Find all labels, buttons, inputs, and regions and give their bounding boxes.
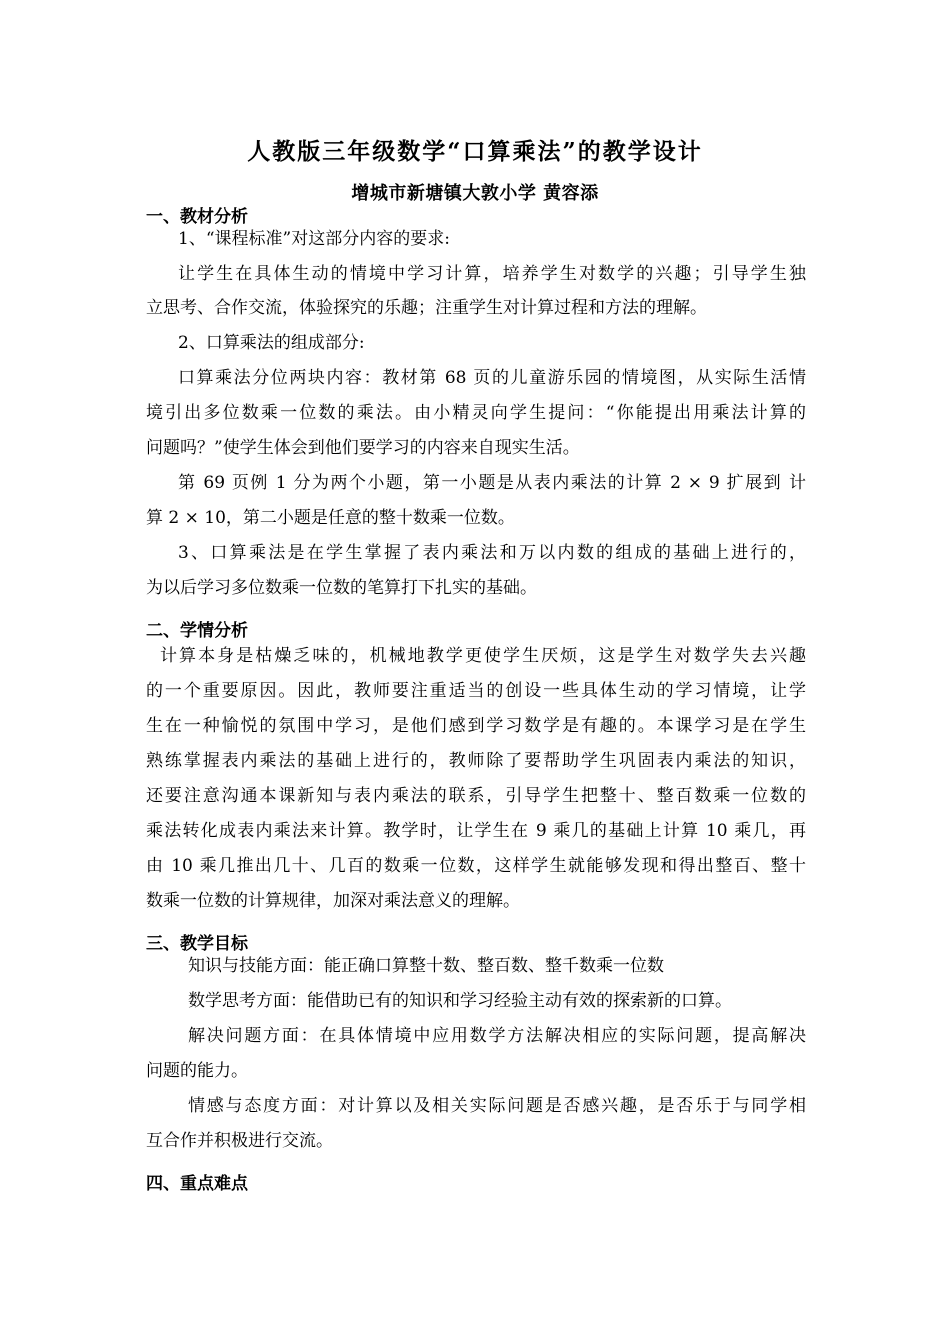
paragraph-line: 立思考、合作交流，体验探究的乐趣；注重学生对计算过程和方法的理解。	[146, 298, 707, 318]
paragraph-line: 口算乘法分位两块内容：教材第 68 页的儿童游乐园的情境图，从实际生活情	[178, 368, 806, 388]
section-heading-1: 一、教材分析	[146, 207, 248, 227]
goal-line: 问题的能力。	[146, 1061, 248, 1081]
paragraph-line: 为以后学习多位数乘一位数的笔算打下扎实的基础。	[146, 578, 537, 598]
paragraph-line: 生在一种愉悦的氛围中学习，是他们感到学习数学是有趣的。本课学习是在学生	[146, 716, 806, 736]
goal-line: 数学思考方面：能借助已有的知识和学习经验主动有效的探索新的口算。	[188, 991, 732, 1011]
paragraph-line: 3、口算乘法是在学生掌握了表内乘法和万以内数的组成的基础上进行的，	[178, 543, 806, 563]
paragraph-line: 问题吗？”使学生体会到他们要学习的内容来自现实生活。	[146, 438, 580, 458]
goal-line: 情感与态度方面：对计算以及相关实际问题是否感兴趣，是否乐于与同学相	[188, 1096, 806, 1116]
goal-line: 知识与技能方面：能正确口算整十数、整百数、整千数乘一位数	[188, 956, 664, 976]
paragraph-line: 让学生在具体生动的情境中学习计算，培养学生对数学的兴趣；引导学生独	[178, 264, 806, 284]
paragraph-line: 计算本身是枯燥乏味的，机械地教学更使学生厌烦，这是学生对数学失去兴趣	[160, 646, 806, 666]
paragraph-line: 第 69 页例 1 分为两个小题，第一小题是从表内乘法的计算 2 × 9 扩展到 计	[178, 473, 806, 493]
paragraph-line: 算 2 × 10，第二小题是任意的整十数乘一位数。	[146, 508, 515, 528]
section-heading-4: 四、重点难点	[146, 1174, 248, 1194]
paragraph-line: 数乘一位数的计算规律，加深对乘法意义的理解。	[146, 891, 520, 911]
paragraph-line: 由 10 乘几推出几十、几百的数乘一位数，这样学生就能够发现和得出整百、整十	[146, 856, 806, 876]
paragraph-line: 1、“课程标准”对这部分内容的要求:	[178, 229, 450, 249]
section-heading-2: 二、学情分析	[146, 621, 248, 641]
paragraph-line: 还要注意沟通本课新知与表内乘法的联系，引导学生把整十、整百数乘一位数的	[146, 786, 806, 806]
goal-line: 互合作并积极进行交流。	[146, 1131, 333, 1151]
section-heading-3: 三、教学目标	[146, 934, 248, 954]
paragraph-line: 熟练掌握表内乘法的基础上进行的，教师除了要帮助学生巩固表内乘法的知识，	[146, 751, 806, 771]
document-title: 人教版三年级数学“口算乘法”的教学设计	[247, 138, 703, 165]
goal-line: 解决问题方面：在具体情境中应用数学方法解决相应的实际问题，提高解决	[188, 1026, 806, 1046]
document-author: 增城市新塘镇大敦小学 黄容添	[351, 183, 599, 204]
paragraph-line: 乘法转化成表内乘法来计算。教学时，让学生在 9 乘几的基础上计算 10 乘几，再	[146, 821, 806, 841]
paragraph-line: 2、口算乘法的组成部分:	[178, 333, 365, 353]
paragraph-line: 的一个重要原因。因此，教师要注重适当的创设一些具体生动的学习情境，让学	[146, 681, 806, 701]
paragraph-line: 境引出多位数乘一位数的乘法。由小精灵向学生提问：“你能提出用乘法计算的	[146, 403, 806, 423]
